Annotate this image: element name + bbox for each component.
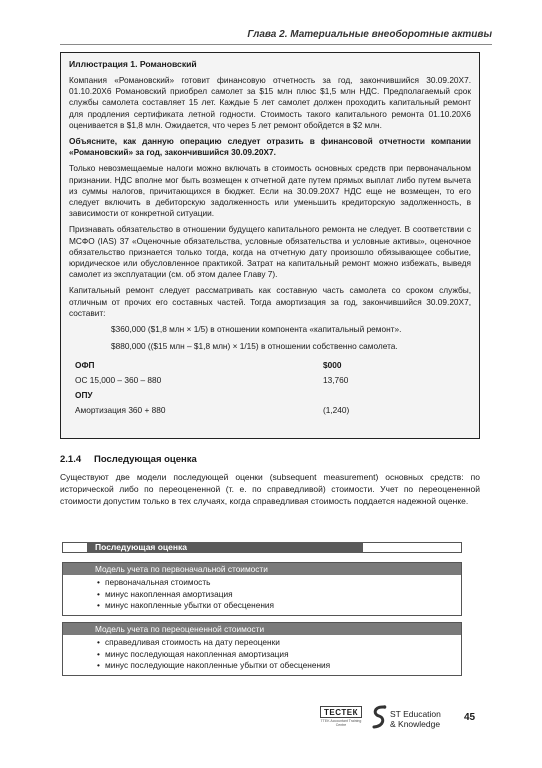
st-education-logo-text [390,709,441,729]
list-item: • справедливая стоимость на дату переоценки [97,637,461,649]
list-item: • минус последующие накопленные убытки от обесценения [97,660,461,672]
entry-label: ОПУ [75,390,93,401]
entry-label: Амортизация 360 + 880 [75,405,166,416]
entries-table [69,358,471,418]
diagram-main-bar [62,542,462,553]
chapter-title: Глава 2. Материальные внеоборотные активы [247,29,492,40]
section-number: 2.1.4 [60,454,82,465]
entries-row [69,358,471,373]
entry-value: 13,760 [323,375,349,386]
illustration-question: Объясните, как данную операцию следует отразить в финансовой отчетности компании «Романовский» за год, закончившийся 30.09.20Х7. [69,136,471,158]
list-item: • минус накопленные убытки от обесценения [97,600,461,612]
model-historical-cost-list [63,577,461,612]
model-revaluation-title: Модель учета по переоцененной стоимости [63,623,461,635]
illustration-box [60,52,480,439]
st-education-logo-icon [370,704,388,730]
list-item: • минус накопленная амортизация [97,589,461,601]
calculation-line-1: $360,000 ($1,8 млн × 1/5) в отношении компонента «капитальный ремонт». [111,324,402,335]
entry-value: $000 [323,360,342,371]
illustration-paragraph-4: Капитальный ремонт следует рассматривать как составную часть самолета со сроком службы, отличным от прочих его составных частей. Тогда амортизация за год, закончившийся 30.09.20Х7, составит: [69,285,471,318]
diagram-main-label: Последующая оценка [87,542,363,553]
page-number: 45 [464,712,476,723]
model-revaluation-list [63,637,461,672]
illustration-title: Иллюстрация 1. Романовский [69,59,197,69]
list-item: • минус последующая накопленная амортизация [97,649,461,661]
model-historical-cost-title: Модель учета по первоначальной стоимости [63,563,461,575]
entry-value: (1,240) [323,405,350,416]
illustration-paragraph-2: Только невозмещаемые налоги можно включать в стоимость основных средств при первоначальном признании. НДС вполне мог быть возмещен к отчетной дате путем прямых выплат либо путем вычета из суммы налогов, причитающихся в бюджет. Если на 30.09.20Х7 НДС еще не возмещен, то его следует включить в дебиторскую задолженность или уменьшить кредиторскую задолженность, в зависимости от конкретной ситуации. [69,163,471,219]
entries-row [69,388,471,403]
list-item: • первоначальная стоимость [97,577,461,589]
entry-label: ОФП [75,360,95,371]
page-footer [320,700,490,734]
section-heading [60,454,197,465]
entry-value [323,388,471,403]
model-historical-cost-panel [62,562,462,616]
section-body-text: Существуют две модели последующей оценки (subsequent measurement) основных средств: по исторической либо по переоцененной (т. е. по справедливой) стоимости. Учет по переоцененной стоимости допустим только в тех случаях, когда справедливая стоимость поддается надежной оценке. [60,472,480,506]
illustration-paragraph-1: Компания «Романовский» готовит финансовую отчетность за год, закончившийся 30.09.20Х7. 01.10.20Х6 Романовский приобрел самолет за $15 млн плюс $1,5 млн НДС. Предполагаемый срок службы самолета составляет 15 лет. Каждые 5 лет самолет должен проходить капитальный ремонт для продления сертификата летной годности. Стоимость такого капитального ремонта 01.10.20Х6 оценивается в $1,8 млн. Ожидается, что через 5 лет ремонт обойдется в $2 млн. [69,75,471,130]
entries-row [69,403,471,418]
st-logo-line-1: ST Education [390,709,441,719]
entry-label: ОС 15,000 – 360 – 880 [75,375,162,386]
tectek-logo [320,706,362,730]
illustration-paragraph-3: Признавать обязательство в отношении будущего капитального ремонта не следует. В соответствии с МСФО (IAS) 37 «Оценочные обязательства, условные обязательства и условные активы», оценочное обязательство признается только тогда, когда на отчетную дату произошло обязывающее событие, юридическое или обусловленное практикой. Затрат на капитальный ремонт можно избежать, выведя самолет из эксплуатации (см. об этом далее Главу 7). [69,224,471,280]
tectek-logo-text: ТЕСТЕК [320,706,362,718]
calculation-line-2: $880,000 (($15 млн – $1,8 млн) × 1/15) в отношении собственно самолета. [111,341,398,352]
entries-row [69,373,471,388]
tectek-logo-subtitle: TTEK Accountant Training Centre [320,719,362,727]
model-revaluation-panel [62,622,462,676]
section-title: Последующая оценка [94,454,197,465]
page-header [60,28,492,45]
st-logo-line-2: & Knowledge [390,719,441,729]
